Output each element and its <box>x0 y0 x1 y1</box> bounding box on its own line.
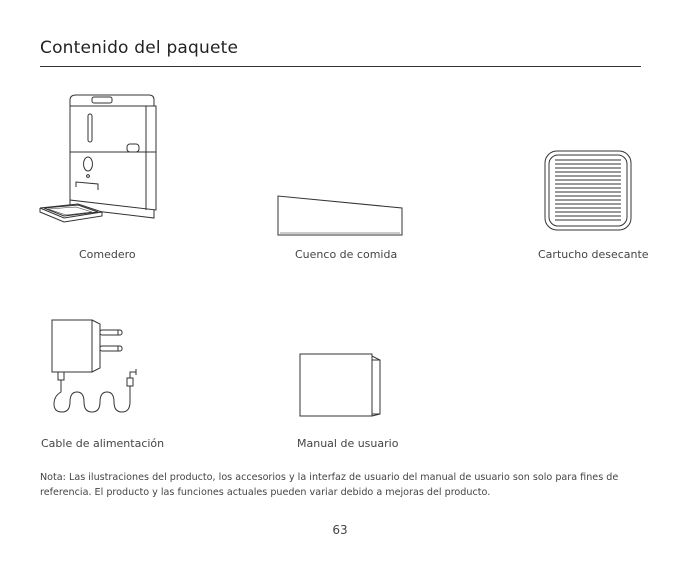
desiccant-cartridge-icon <box>542 150 634 232</box>
disclaimer-note: Nota: Las ilustraciones del producto, los accesorios y la interfaz de usuario del manual de usuario son solo para fines de referencia. El producto y las funciones actuales pueden variar debido a mejoras del producto. <box>40 472 619 498</box>
food-bowl-icon <box>275 193 405 238</box>
item-label: Cable de alimentación <box>41 437 165 450</box>
title-divider <box>40 66 641 67</box>
item-label: Cuenco de comida <box>295 248 398 261</box>
page-number: 63 <box>332 523 348 537</box>
power-adapter-icon <box>44 316 144 421</box>
item-label: Comedero <box>79 248 136 261</box>
item-label: Manual de usuario <box>297 437 399 450</box>
item-label: Cartucho desecante <box>538 248 649 261</box>
user-manual-icon <box>296 350 386 420</box>
pet-feeder-icon <box>36 92 166 227</box>
page-title: Contenido del paquete <box>40 38 239 58</box>
